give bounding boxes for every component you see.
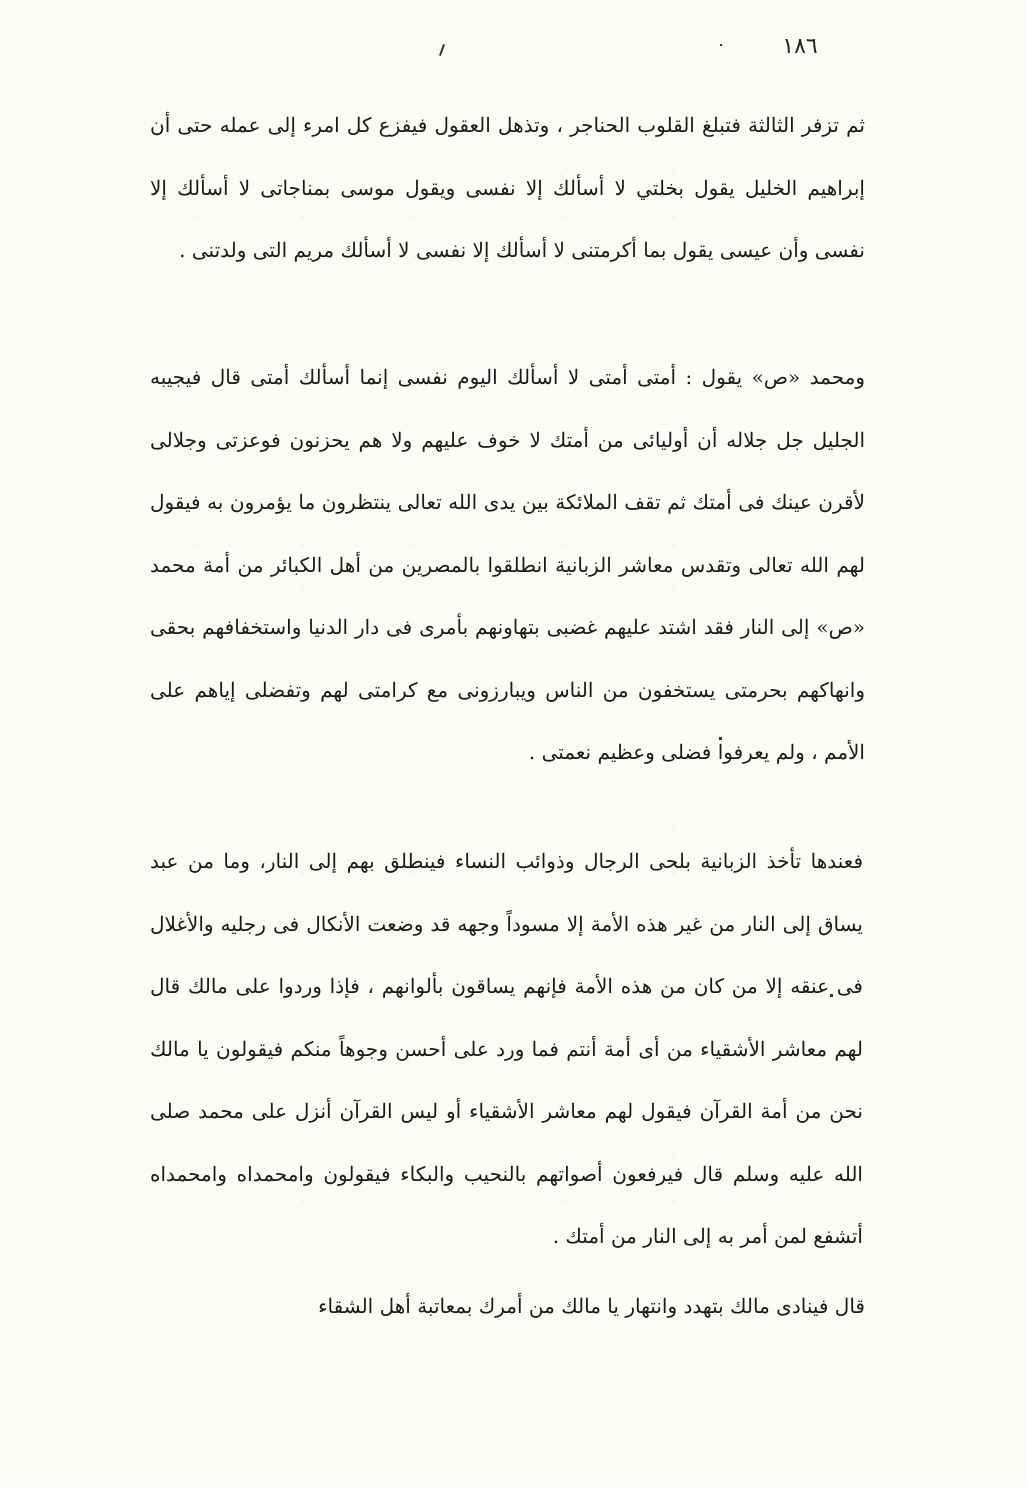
page-number: ١٨٦	[782, 34, 818, 59]
paragraph-3	[150, 830, 863, 1268]
paragraph-text: ومحمد «ص» يقول : أمتى أمتى لا أسألك اليوم نفسى إنما أسألك أمتى قال فيجيبه الجليل جل جلاله أن أوليائى من أمتك لا خوف عليهم ولا هم يحزنون فوعزتى وجلالى لأقرن عينك فى أمتك ثم تقف الملائكة بين يدى الله تعالى ينتظرون ما يؤمرون به فيقول لهم الله تعالى وتقدس معاشر الزبانية انطلقوا بالمصرين من أهل الكبائر من أمة محمد «ص» إلى النار فقد اشتد عليهم غضبى بتهاونهم بأمرى فى دار الدنيا واستخفافهم بحقى وانهاكهم بحرمتى يستخفون من الناس ويبارزونى مع كرامتى لهم وتفضلى إياهم على الأمم ، ولم يعرفوا فضلى وعظيم نعمتى .	[150, 365, 866, 764]
paragraph-text: فعندها تأخذ الزبانية بلحى الرجال وذوائب النساء فينطلق بهم إلى النار، وما من عبد يساق إلى النار من غير هذه الأمة إلا مسوداً وجهه قد وضعت الأنكال فى رجليه والأغلال فى عنقه إلا من كان من هذه الأمة فإنهم يساقون بألوانهم ، فإذا وردوا على مالك قال لهم معاشر الأشقياء من أى أمة أنتم فما ورد على أحسن وجوهاً منكم فيقولون يا مالك نحن من أمة القرآن فيقول لهم معاشر الأشقياء أو ليس القرآن أنزل على محمد صلى الله عليه وسلم قال فيرفعون أصواتهم بالنحيب والبكاء فيقولون وامحمداه وامحمداه أتشفع لمن أمر به إلى النار من أمتك .	[150, 849, 863, 1248]
paragraph-2	[150, 346, 865, 784]
paragraph-text: ثم تزفر الثالثة فتبلغ القلوب الحناجر ، وتذهل العقول فيفزع كل امرء إلى عمله حتى أن إبراهيم الخليل يقول بخلتي لا أسألك إلا نفسى ويقول موسى بمناجاتى لا أسألك إلا نفسى وأن عيسى يقول بما أكرمتنى لا أسألك إلا نفسى لا أسألك مريم التى ولدتنى .	[150, 113, 865, 262]
paragraph-1	[150, 94, 865, 282]
ink-speck	[439, 44, 445, 56]
ink-speck	[720, 44, 722, 46]
paragraph-4	[150, 1275, 865, 1338]
paragraph-text: قال فينادى مالك بتهدد وانتهار يا مالك من أمرك بمعاتبة أهل الشقاء	[318, 1294, 865, 1318]
